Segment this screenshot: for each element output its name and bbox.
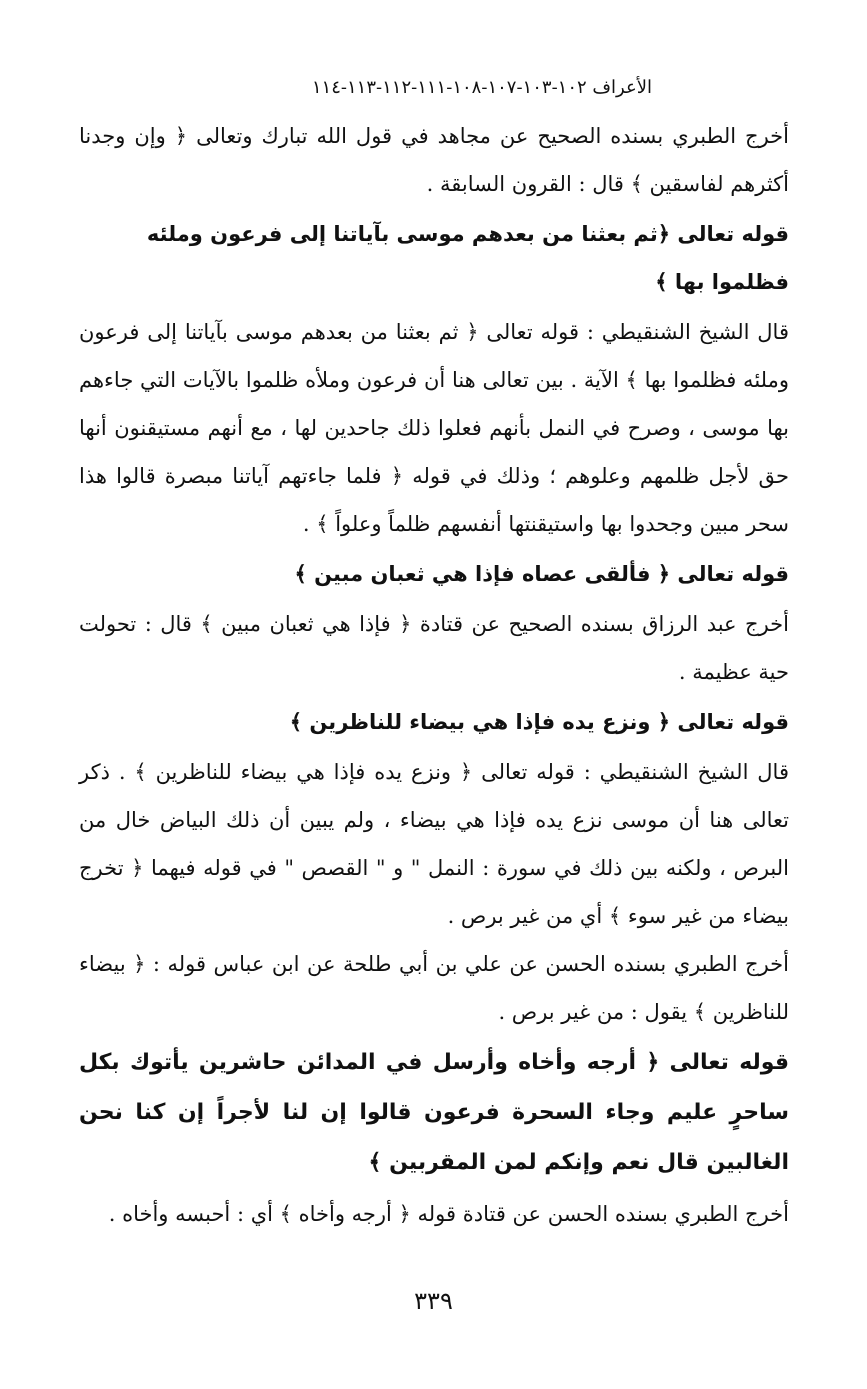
verse-heading-white-hand: قوله تعالى ﴿ ونزع يده فإذا هي بيضاء للناظرين ﴾ xyxy=(289,710,789,734)
verse-heading-musa-sent: قوله تعالى ﴿ثم بعثنا من بعدهم موسى بآياتنا إلى فرعون وملئه فظلموا بها ﴾ xyxy=(146,222,789,294)
paragraph-shinqiti-zulm: قال الشيخ الشنقيطي : قوله تعالى ﴿ ثم بعثنا من بعدهم موسى بآياتنا إلى فرعون وملئه فظلموا بها ﴾ الآية . بين تعالى هنا أن فرعون وملأه ظلموا بالآيات التي جاءهم بها موسى ، وصرح في النمل بأنهم فعلوا ذلك جاحدين لها ، مع أنهم مستيقنون أنها حق لأجل ظلمهم وعلوهم ؛ وذلك في قوله ﴿ فلما جاءتهم آياتنا مبصرة قالوا هذا سحر مبين وجحدوا بها واستيقنتها أنفسهم ظلماً وعلواً ﴾ . xyxy=(79,320,789,536)
paragraph-tabari-ibn-abbas: أخرج الطبري بسنده الحسن عن علي بن أبي طلحة عن ابن عباس قوله : ﴿ بيضاء للناظرين ﴾ يقول : من غير برص . xyxy=(79,952,789,1024)
verse-heading-magicians: قوله تعالى ﴿ أرجه وأخاه وأرسل في المدائن حاشرين يأتوك بكل ساحرٍ عليم وجاء السحرة فرعون قالوا إن لنا لأجراً إن كنا نحن الغالبين قال نعم وإنكم لمن المقربين ﴾ xyxy=(79,1050,789,1175)
paragraph-tabari-qatada: أخرج الطبري بسنده الحسن عن قتادة قوله ﴿ أرجه وأخاه ﴾ أي : أحبسه وأخاه . xyxy=(108,1202,789,1226)
paragraph-shinqiti-white-hand: قال الشيخ الشنقيطي : قوله تعالى ﴿ ونزع يده فإذا هي بيضاء للناظرين ﴾ . ذكر تعالى هنا أن موسى نزع يده فإذا هي بيضاء ، ولم يبين أن ذلك البياض خال من البرص ، ولكنه بين ذلك في سورة : النمل " و " القصص " في قوله فيهما ﴿ تخرج بيضاء من غير سوء ﴾ أي من غير برص . xyxy=(79,760,789,928)
running-header: الأعراف ١٠٢-١٠٣-١٠٧-١٠٨-١١١-١١٢-١١٣-١١٤ xyxy=(311,77,652,98)
paragraph-tabari-mujahid: أخرج الطبري بسنده الصحيح عن مجاهد في قول الله تبارك وتعالى ﴿ وإن وجدنا أكثرهم لفاسقين ﴾ قال : القرون السابقة . xyxy=(79,124,790,196)
page-number: ٣٣٩ xyxy=(414,1287,453,1315)
page-body xyxy=(79,112,789,1240)
verse-heading-staff: قوله تعالى ﴿ فألقى عصاه فإذا هي ثعبان مبين ﴾ xyxy=(294,562,789,586)
paragraph-abdulrazzaq-qatada: أخرج عبد الرزاق بسنده الصحيح عن قتادة ﴿ فإذا هي ثعبان مبين ﴾ قال : تحولت حية عظيمة . xyxy=(79,612,789,684)
